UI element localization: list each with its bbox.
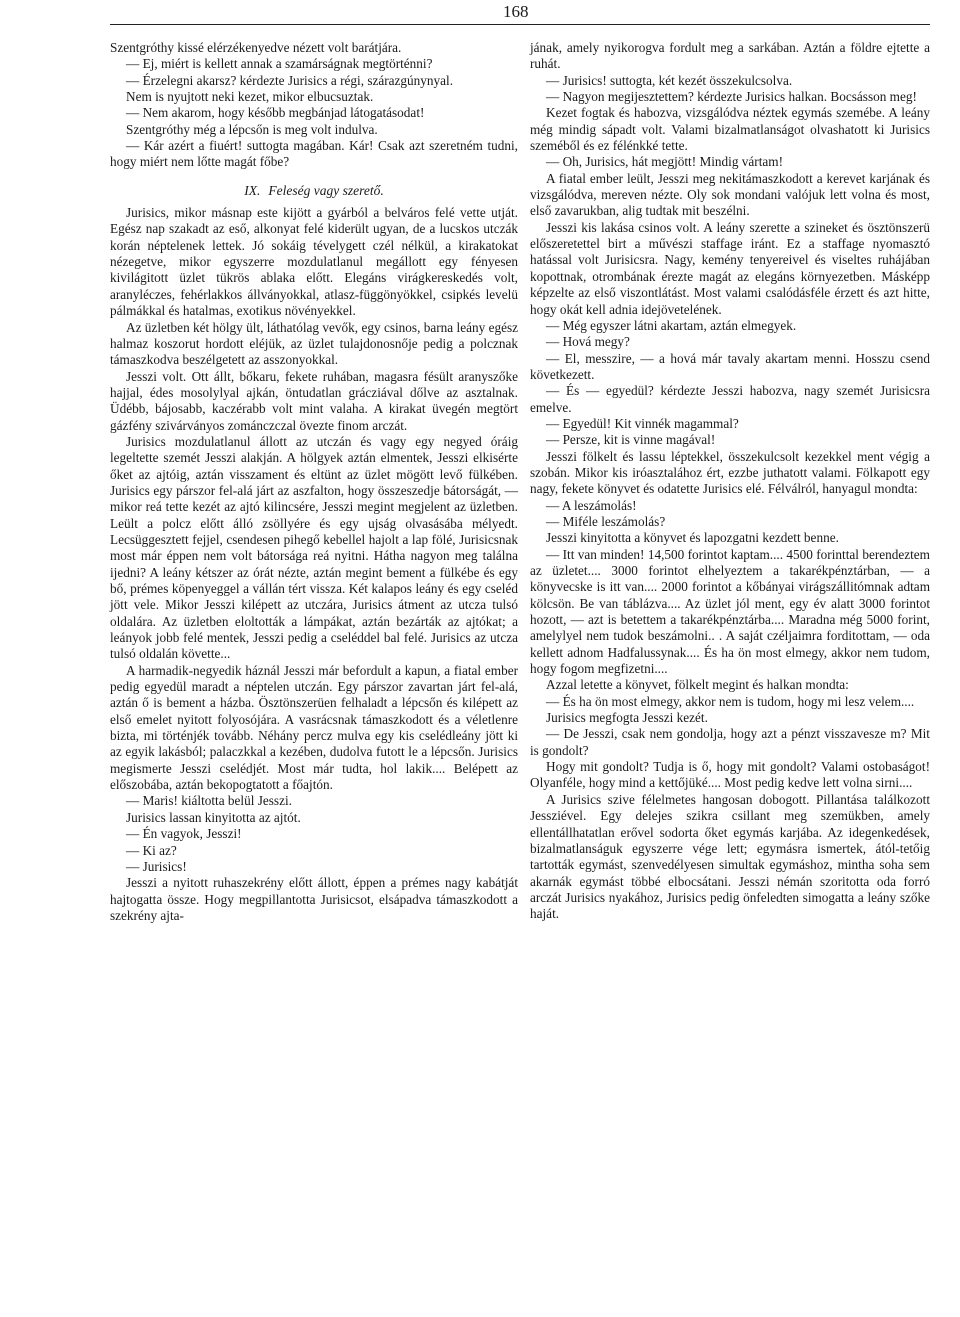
paragraph: — Itt van minden! 14,500 forintot kaptam.... 4500 forinttal berendeztem az üzletet.... 3000 forintot elhelyeztem a takarékpénztárban, — a könyvecske is itt van.... 2000 forintot a kőbányai virágszállitómnak adtam kölcsön. Be van táblázva.... Az üzlet jól ment, egy év alatt 3000 forintot hozott, — azt is betettem a takarékpénztárba.... Maradna még 5000 forint, amelylyel nem tudok beszámolni.. . A saját czéljaimra forditottam, — oda kellett adnom Hadfalussynak.... És ha ön most elmegy, akkor nem tudom, hogy fogom megfizetni.... bbox=[530, 546, 930, 677]
paragraph: — Még egyszer látni akartam, aztán elmegyek. bbox=[546, 317, 797, 333]
paragraph: — Persze, kit is vinne magával! bbox=[546, 432, 716, 448]
paragraph: Hogy mit gondolt? Tudja is ő, hogy mit gondolt? Valami ostobaságot! Olyanféle, hogy mind a kettőjüké.... Most pedig kedve lett volna sirni.... bbox=[530, 759, 930, 791]
paragraph: — El, messzire, — a hová már tavaly akartam menni. Hosszu csend következett. bbox=[530, 350, 930, 382]
paragraph: — Maris! kiáltotta belül Jesszi. bbox=[126, 793, 292, 809]
paragraph: Jesszi a nyitott ruhaszekrény előtt állott, éppen a prémes nagy kabátját hajtogatta össze. Hogy megpillantotta Jurisicsot, elsápadva támaszkodott a szekrény ajta- bbox=[110, 875, 518, 923]
paragraph: Nem is nyujtott neki kezet, mikor elbucsuztak. bbox=[126, 89, 374, 105]
paragraph: — Érzelegni akarsz? kérdezte Jurisics a régi, szárazgúnynyal. bbox=[126, 72, 454, 88]
paragraph: — Kár azért a fiuért! suttogta magában. Kár! Csak azt szeretném tudni, hogy miért nem lőtte magát főbe? bbox=[110, 138, 518, 170]
paragraph: Jurisics, mikor másnap este kijött a gyárból a belváros felé vette utját. Egész nap szakadt az eső, alkonyat felé kiderült ugyan, de a lucskos utczák korán néptelenek lettek. Jó sokáig tévelygett czél nélkül, a kirakatokat nézegetve, mikor egyszerre mozdulatlanul megállott egy fényesen kivilágitott üzlet tükrös ablaka előtt. Elegáns virágkereskedés volt, aranyléczes, fehérlakkos állványokkal, atlasz-függönyökkel, csipkés levelü pálmákkal és hatalmas, exotikus növényekkel. bbox=[110, 205, 518, 319]
paragraph: Azzal letette a könyvet, fölkelt megint és halkan mondta: bbox=[546, 677, 849, 693]
paragraph: — És — egyedül? kérdezte Jesszi habozva, nagy szemét Jurisicsra emelve. bbox=[530, 383, 930, 415]
paragraph: Kezet fogtak és habozva, vizsgálódva néztek egymás szemébe. A leány még mindig sápadt volt. Valami bizalmatlanságot olvashatott ki Jurisics szeméből és ez félénkké tette. bbox=[530, 105, 930, 154]
paragraph: — Ej, miért is kellett annak a szamárságnak megtörténni? bbox=[126, 56, 433, 72]
chapter-numeral: IX. bbox=[244, 182, 261, 198]
header-rule bbox=[110, 24, 930, 25]
paragraph: — A leszámolás! bbox=[546, 497, 637, 513]
paragraph: Az üzletben két hölgy ült, láthatólag vevők, egy csinos, barna leány egész halmaz koszorut hordott eléjük, az üzlet tulajdonosnője pedig a polcznak támaszkodva beszélgetett az asszonyokkal. bbox=[110, 319, 518, 368]
paragraph: Jurisics megfogta Jesszi kezét. bbox=[546, 710, 708, 726]
paragraph: — Jurisics! bbox=[126, 858, 187, 874]
paragraph: A harmadik-negyedik háznál Jesszi már befordult a kapun, a fiatal ember pedig egyedül maradt a néptelen utczán. Egy párszor zavartan járt fel-alá, aztán ő is bement a házba. Ösztönszerüen felhaladt a lépcsőn és kilépett az első emelet nyitott folyosójára. A vasrácsnak támaszkodott és a véletlenre bizta, mi történjék tovább. Néhány percz mulva egy kis cselédleány jött ki az egyik lakásból; palaczkkal a kezében, dudolva futott le a lépcsőn. Jurisics megismerte Jesszi cselédjét. Most már tudta, hol lakik.... Belépett az előszobába, aztán bekopogtatott a főajtón. bbox=[110, 662, 518, 793]
paragraph: — És ha ön most elmegy, akkor nem is tudom, hogy mi lesz velem.... bbox=[546, 693, 915, 709]
paragraph: — Ki az? bbox=[126, 842, 177, 858]
paragraph: — Miféle leszámolás? bbox=[546, 513, 666, 529]
paragraph: — Jurisics! suttogta, két kezét összekulcsolva. bbox=[546, 72, 793, 88]
right-column bbox=[530, 40, 930, 923]
paragraph: Jesszi kis lakása csinos volt. A leány szerette a szineket és ösztönszerü előszeretettel birt a művészi staffage iránt. Ez a staffage nyomasztó hatással volt Jurisicsra. Nagy, kemény tenyereivel és viseltes ruhájában kopottnak, otrombának érezte magát az elegáns környezetben. Másképp képzelte az első viszontlátást. Most valami csalódásféle érzett és azt hitte, hogy okát kell adnia idejövetelének. bbox=[530, 219, 930, 317]
paragraph: Jurisics lassan kinyitotta az ajtót. bbox=[126, 809, 301, 825]
paragraph: — Oh, Jurisics, hát megjött! Mindig vártam! bbox=[546, 154, 783, 170]
chapter-title: Feleség vagy szerető. bbox=[268, 182, 384, 198]
left-column bbox=[110, 40, 518, 924]
paragraph: Szentgróthy kissé elérzékenyedve nézett volt barátjára. bbox=[110, 40, 402, 55]
paragraph: Jesszi volt. Ott állt, bőkaru, fekete ruhában, magasra fésült aranyszőke hajjal, édes mosolylyal ajkán, öntudatlan grácziával dőlve az asztalnak. Üdébb, bájosabb, kaczérabb volt mint valaha. A kirakat üvegén megtört gázfény szivárványos zománczczal övezte finom arczát. bbox=[110, 368, 518, 433]
paragraph: Jesszi kinyitotta a könyvet és lapozgatni kezdett benne. bbox=[546, 530, 839, 546]
page-number: 168 bbox=[503, 2, 529, 21]
paragraph: — Hová megy? bbox=[546, 334, 630, 350]
paragraph: Szentgróthy még a lépcsőn is meg volt indulva. bbox=[126, 121, 378, 137]
paragraph: A fiatal ember leült, Jesszi meg nekitámaszkodott a kerevet karjának és vizsgálódva, mereven nézte. Oly sok mondani valójuk lett volna és most, első zavarukban, alig tudtak mit beszélni. bbox=[530, 170, 930, 219]
paragraph: Jurisics mozdulatlanul állott az utczán és vagy egy negyed óráig legeltette szemét Jesszi alakján. A hölgyek aztán elmentek, Jesszi elkisérte őket az ajtóig, aztán visszament és eltünt az üzlet mögött levő fülkében. Jurisics egy párszor fel-alá járt az aszfalton, hogy összeszedje bátorságát, — mikor reá tette kezét az ajtó kilincsére, Jesszi megint megjelent az üzletben. Leült a polcz előtt álló zsöllyére és egy ujság olvasásába mélyedt. Lecsüggesztett fejjel, csendesen pihegő kebellel hajolt a lap fölé, Jurisicsnak most már éppen nem volt bátorsága reá nyitni. Hátha nagyon meg találna ijedni? A leány kétszer az órát nézte, aztán megint bement a fülkébe és egy bő, prémes köpenyeggel a vállán tért vissza. Két kalapos leány és egy cseléd jött vele. Mikor Jesszi kilépett az utczára, Jurisics átment az utcza tulsó oldalára. Az üzletben eloltották a lámpákat, aztán bezárták az ajtókat; a leányok jobb felé mentek, Jesszi pedig a cseléddel bal felé. Jurisics az utcza tulsó oldalán követte... bbox=[110, 433, 518, 662]
paragraph: — Egyedül! Kit vinnék magammal? bbox=[546, 415, 739, 431]
paragraph: jának, amely nyikorogva fordult meg a sarkában. Aztán a földre ejtette a ruhát. bbox=[530, 40, 930, 72]
paragraph: — Én vagyok, Jesszi! bbox=[126, 826, 242, 842]
paragraph: — Nem akarom, hogy később megbánjad látogatásodat! bbox=[126, 105, 425, 121]
paragraph: Jesszi fölkelt és lassu léptekkel, összekulcsolt kezekkel ment végig a szobán. Mikor kis iróasztalához ért, ezzbe juthatott valami. Fölkapott egy nagy, fekete könyvet és odatette Jurisics elé. Félválról, hanyagul mondta: bbox=[530, 448, 930, 497]
chapter-heading bbox=[110, 183, 518, 199]
paragraph: — Nagyon megijesztettem? kérdezte Jurisics halkan. Bocsásson meg! bbox=[546, 89, 917, 105]
paragraph: — De Jesszi, csak nem gondolja, hogy azt a pénzt visszavesze m? Mit is gondolt? bbox=[530, 726, 930, 758]
paragraph: A Jurisics szive félelmetes hangosan dobogott. Pillantása találkozott Jessziével. Egy delejes szikra csillant meg szemükben, amely ellentállhatatlan erővel sodorta őket egymás karjába. Az idegenkedések, bizalmatlanságuk egyszerre vége lett; egymásra ismertek, ától-tetőig tartották egymást, szenvedélyesen simultak egymáshoz, mintha soha sem akarnák egymást többé elbocsátani. Jesszi némán szoritotta oda forró arczát Jurisics nyakához, Jurisics pedig önfeledten simogatta a leány szőke haját. bbox=[530, 791, 930, 922]
